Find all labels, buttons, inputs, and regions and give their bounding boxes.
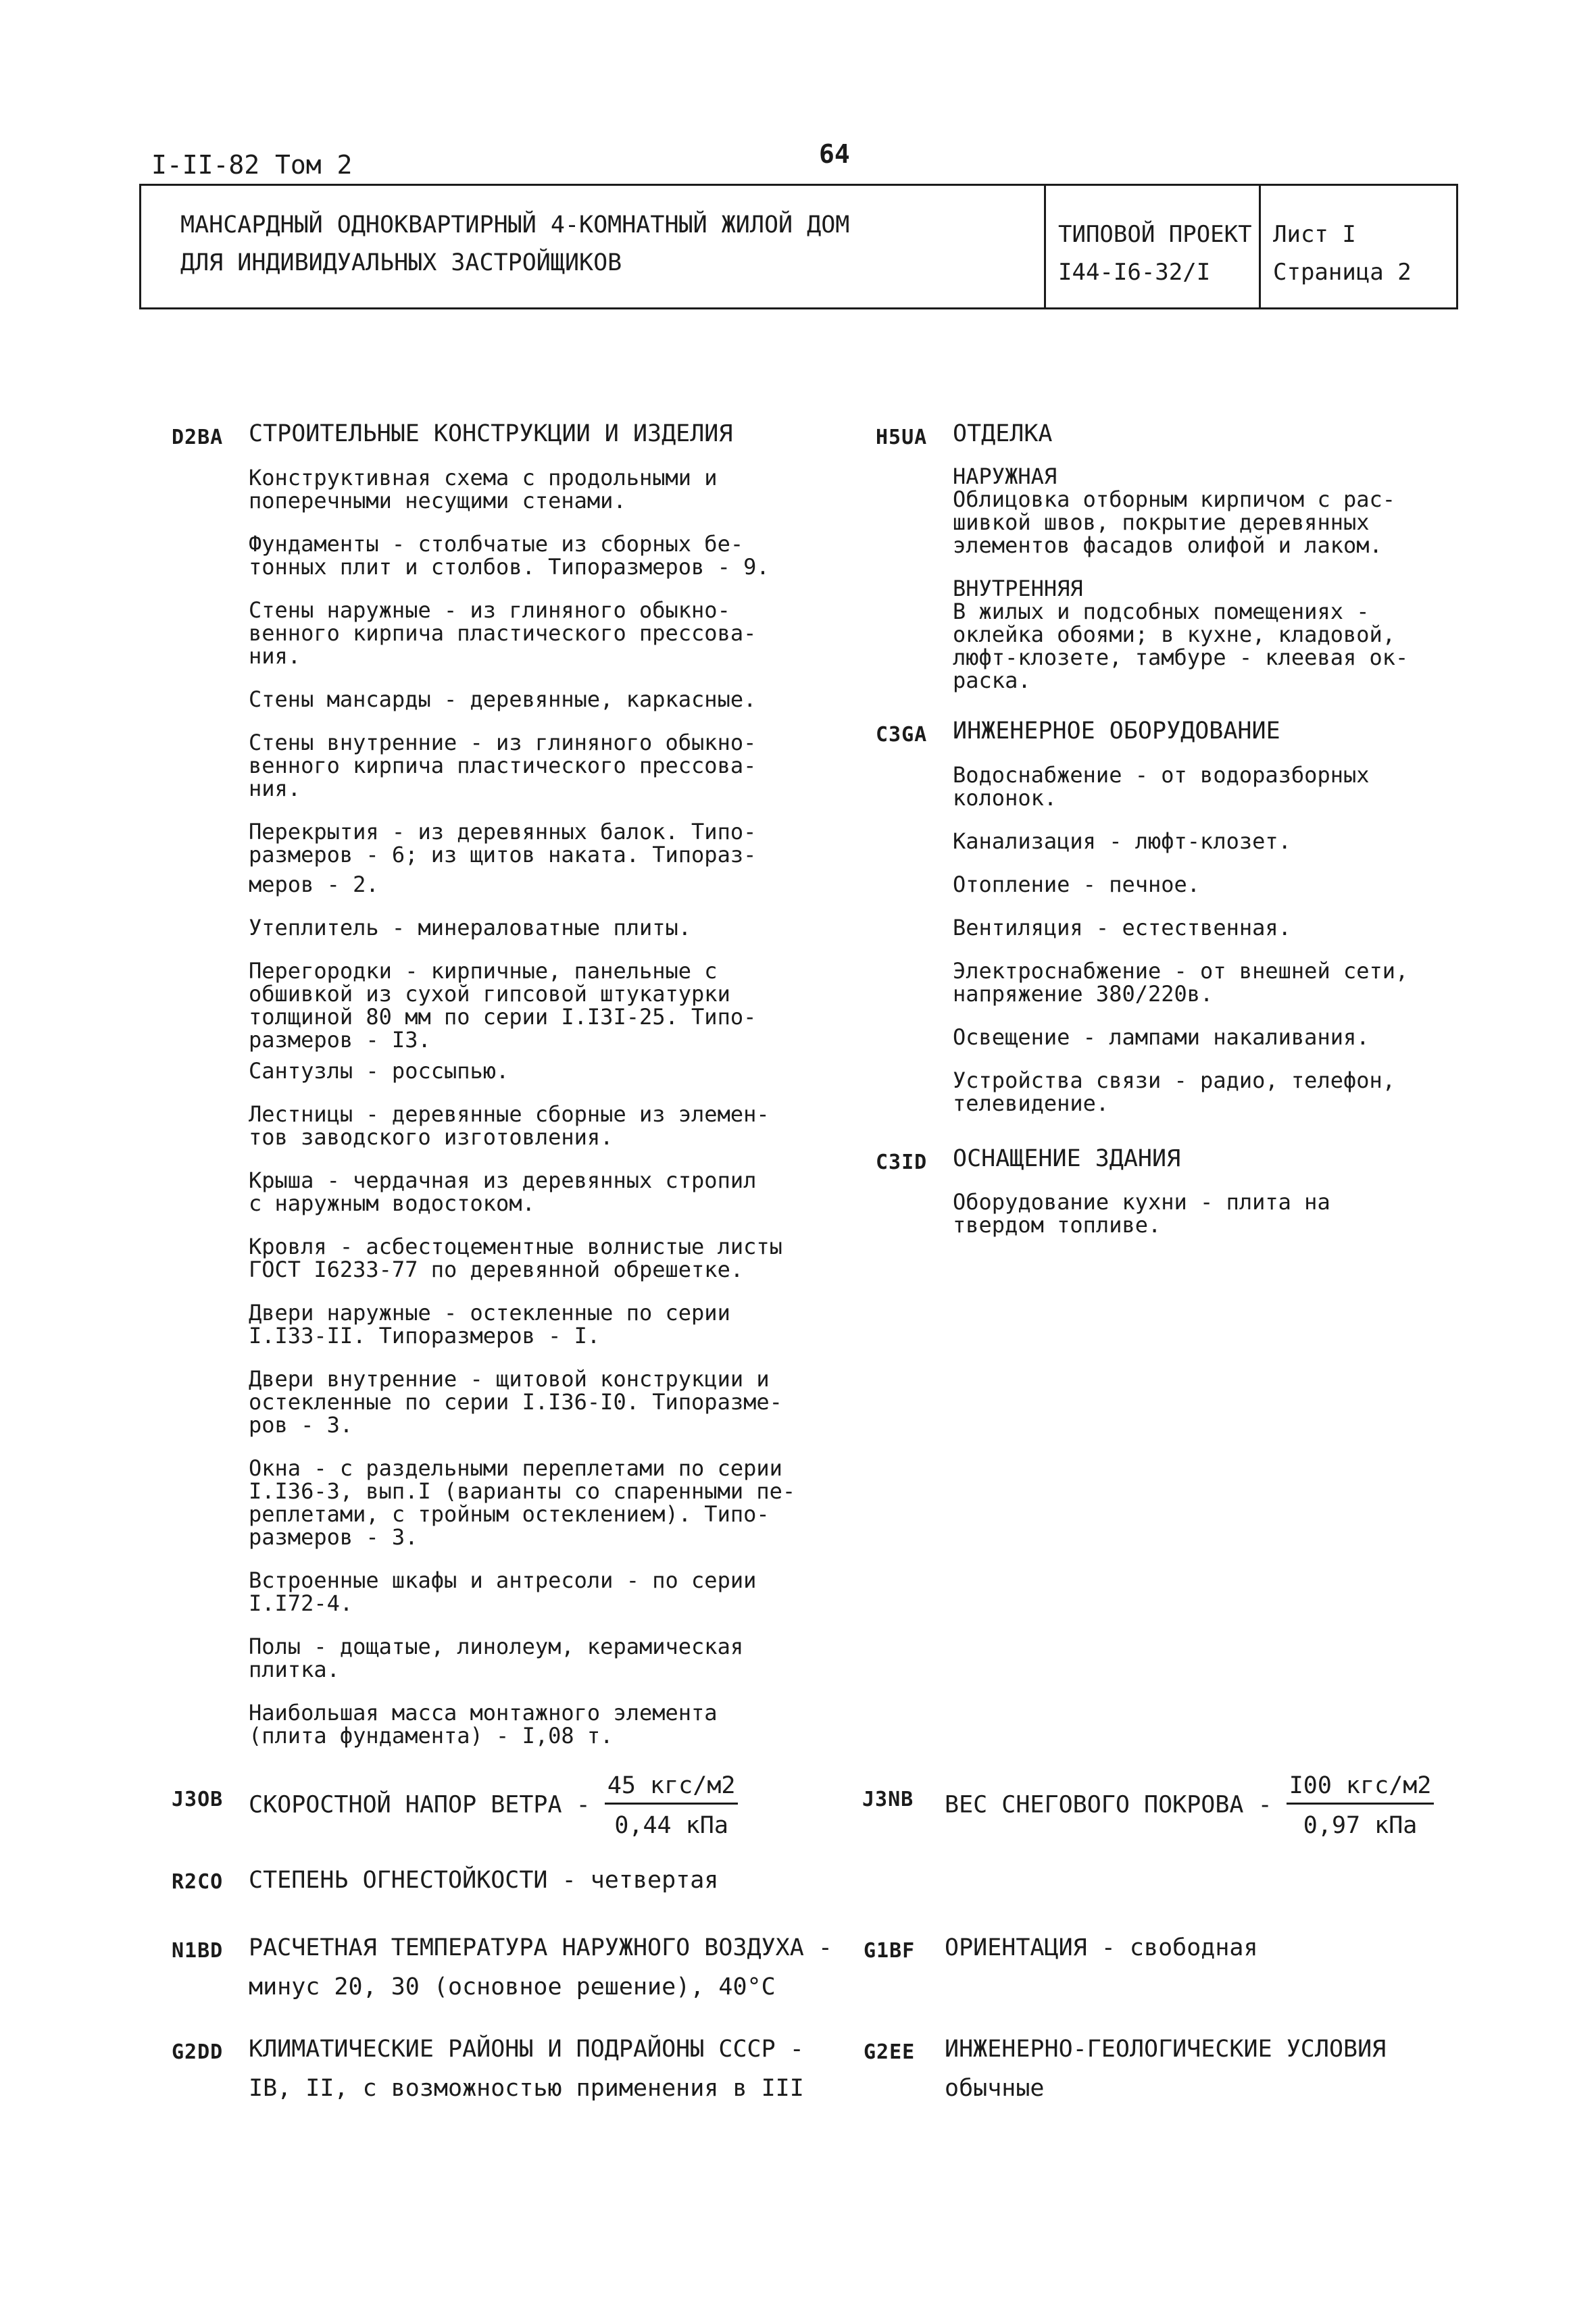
page-label: Страница 2 — [1273, 259, 1412, 286]
orientation: ОРИЕНТАЦИЯ - свободная — [945, 1934, 1258, 1961]
list-item: Лестницы - деревянные сборные из элемен- тов заводского изготовления. — [249, 1101, 770, 1150]
snow-load — [945, 1769, 1434, 1842]
list-item: Наибольшая масса монтажного элемента (плита фундамента) - I,08 т. — [249, 1700, 718, 1749]
section-title: ОТДЕЛКА — [953, 420, 1053, 447]
document-reference: I-II-82 Том 2 — [151, 150, 353, 180]
title-block-name — [141, 186, 1044, 307]
section-code: H5UA — [876, 426, 928, 449]
temperature-code: N1BD — [172, 1939, 224, 1963]
list-item: В жилых и подсобных помещениях - оклейка обоями; в кухне, кладовой, люфт-клозете, тамбуре - клеевая ок- раска. — [953, 599, 1409, 693]
list-item: Окна - с раздельными переплетами по серии I.I36-3, вып.I (варианты со спаренными пе- реплетами, с тройным остеклением). Типо- размеров - 3. — [249, 1455, 796, 1550]
list-item: Облицовка отборным кирпичом с рас- шивкой швов, покрытие деревянных элементов фасадов олифой и лаком. — [953, 486, 1396, 558]
equipment-block — [953, 1190, 1453, 1257]
subheading-inner: ВНУТРЕННЯЯ — [953, 576, 1083, 601]
wind-load — [249, 1769, 738, 1842]
section-code: C3ID — [876, 1151, 928, 1174]
list-item: Стены наружные - из глиняного обыкно- венного кирпича пластического прессова- ния. — [249, 597, 757, 669]
title-block — [139, 184, 1458, 309]
wind-value-kgf: 45 кгс/м2 — [605, 1769, 739, 1805]
geology-conditions: ИНЖЕНЕРНО-ГЕОЛОГИЧЕСКИЕ УСЛОВИЯ обычные — [945, 2036, 1387, 2102]
section-code: C3GA — [876, 723, 928, 747]
project-code: I44-I6-32/I — [1058, 259, 1211, 286]
list-item: Устройства связи - радио, телефон, телевидение. — [953, 1067, 1396, 1116]
fire-resistance: СТЕПЕНЬ ОГНЕСТОЙКОСТИ - четвертая — [249, 1867, 719, 1894]
wind-label: СКОРОСТНОЙ НАПОР ВЕТРА - — [249, 1791, 591, 1819]
snow-code: J3NB — [862, 1788, 914, 1811]
wind-value — [605, 1769, 739, 1842]
snow-value-kgf: I00 кгс/м2 — [1287, 1769, 1435, 1805]
list-item: Крыша - чердачная из деревянных стропил с наружным водостоком. — [249, 1167, 757, 1216]
design-temperature: РАСЧЕТНАЯ ТЕМПЕРАТУРА НАРУЖНОГО ВОЗДУХА - минус 20, 30 (основное решение), 40°С — [249, 1934, 832, 2001]
wind-code: J3OB — [172, 1788, 224, 1811]
title-line-2: ДЛЯ ИНДИВИДУАЛЬНЫХ ЗАСТРОЙЩИКОВ — [180, 249, 622, 276]
list-item: Полы - дощатые, линолеум, керамическая плитка. — [249, 1634, 744, 1682]
climate-code: G2DD — [172, 2040, 224, 2064]
wind-value-kpa: 0,44 кПа — [614, 1812, 728, 1839]
list-item: Перекрытия - из деревянных балок. Типо- размеров - 6; из щитов наката. Типораз- меров - 2. — [249, 819, 757, 897]
subheading-outer: НАРУЖНАЯ — [953, 463, 1057, 489]
title-block-sheet — [1259, 186, 1456, 307]
list-item: Фундаменты - столбчатые из сборных бе- тонных плит и столбов. Типоразмеров - 9. — [249, 531, 770, 580]
geology-code: G2EE — [864, 2040, 916, 2064]
section-code: D2BA — [172, 426, 224, 449]
list-item: Сантузлы - россыпью. — [249, 1058, 509, 1084]
list-item: Двери внутренние - щитовой конструкции и остекленные по серии I.I36-I0. Типоразме- ров - 3. — [249, 1366, 782, 1438]
page-number: 64 — [819, 139, 850, 169]
finishing-block — [953, 465, 1453, 712]
fire-code: R2CO — [172, 1870, 224, 1894]
climate-regions: КЛИМАТИЧЕСКИЕ РАЙОНЫ И ПОДРАЙОНЫ СССР - IВ, II, с возможностью применения в III — [249, 2036, 804, 2102]
snow-value — [1287, 1769, 1435, 1842]
list-item: Конструктивная схема с продольными и поперечными несущими стенами. — [249, 465, 718, 513]
section-title: СТРОИТЕЛЬНЫЕ КОНСТРУКЦИИ И ИЗДЕЛИЯ — [249, 420, 733, 447]
list-item: Оборудование кухни - плита на твердом топливе. — [953, 1189, 1330, 1238]
sheet-label: Лист I — [1273, 221, 1356, 248]
snow-value-kpa: 0,97 кПа — [1303, 1812, 1418, 1839]
orientation-code: G1BF — [864, 1939, 916, 1963]
list-item: Вентиляция - естественная. — [953, 915, 1291, 940]
list-item: Канализация - люфт-клозет. — [953, 828, 1291, 854]
list-item: Стены внутренние - из глиняного обыкно- венного кирпича пластического прессова- ния. — [249, 730, 757, 801]
list-item: Утеплитель - минераловатные плиты. — [249, 915, 692, 940]
list-item: Освещение - лампами накаливания. — [953, 1024, 1370, 1050]
project-label: ТИПОВОЙ ПРОЕКТ — [1058, 221, 1252, 248]
title-line-1: МАНСАРДНЫЙ ОДНОКВАРТИРНЫЙ 4-КОМНАТНЫЙ ЖИЛОЙ ДОМ — [180, 211, 850, 238]
structures-list — [249, 466, 857, 1767]
list-item: Стены мансарды - деревянные, каркасные. — [249, 686, 757, 712]
list-item: Двери наружные - остекленные по серии I.I33-II. Типоразмеров - I. — [249, 1300, 730, 1349]
snow-label: ВЕС СНЕГОВОГО ПОКРОВА - — [945, 1791, 1272, 1819]
section-title: ИНЖЕНЕРНОЕ ОБОРУДОВАНИЕ — [953, 718, 1280, 745]
section-title: ОСНАЩЕНИЕ ЗДАНИЯ — [953, 1145, 1181, 1172]
engineering-list — [953, 763, 1453, 1135]
list-item: Встроенные шкафы и антресоли - по серии I.I72-4. — [249, 1567, 757, 1616]
list-item: Водоснабжение - от водоразборных колонок. — [953, 762, 1370, 811]
list-item: Отопление - печное. — [953, 872, 1201, 897]
list-item: Перегородки - кирпичные, панельные с обшивкой из сухой гипсовой штукатурки толщиной 80 мм по серии I.I3I-25. Типо- размеров - I3. — [249, 958, 757, 1053]
list-item: Кровля - асбестоцементные волнистые листы ГОСТ I6233-77 по деревянной обрешетке. — [249, 1234, 782, 1282]
title-block-project — [1044, 186, 1259, 307]
list-item: Электроснабжение - от внешней сети, напряжение 380/220в. — [953, 958, 1409, 1007]
